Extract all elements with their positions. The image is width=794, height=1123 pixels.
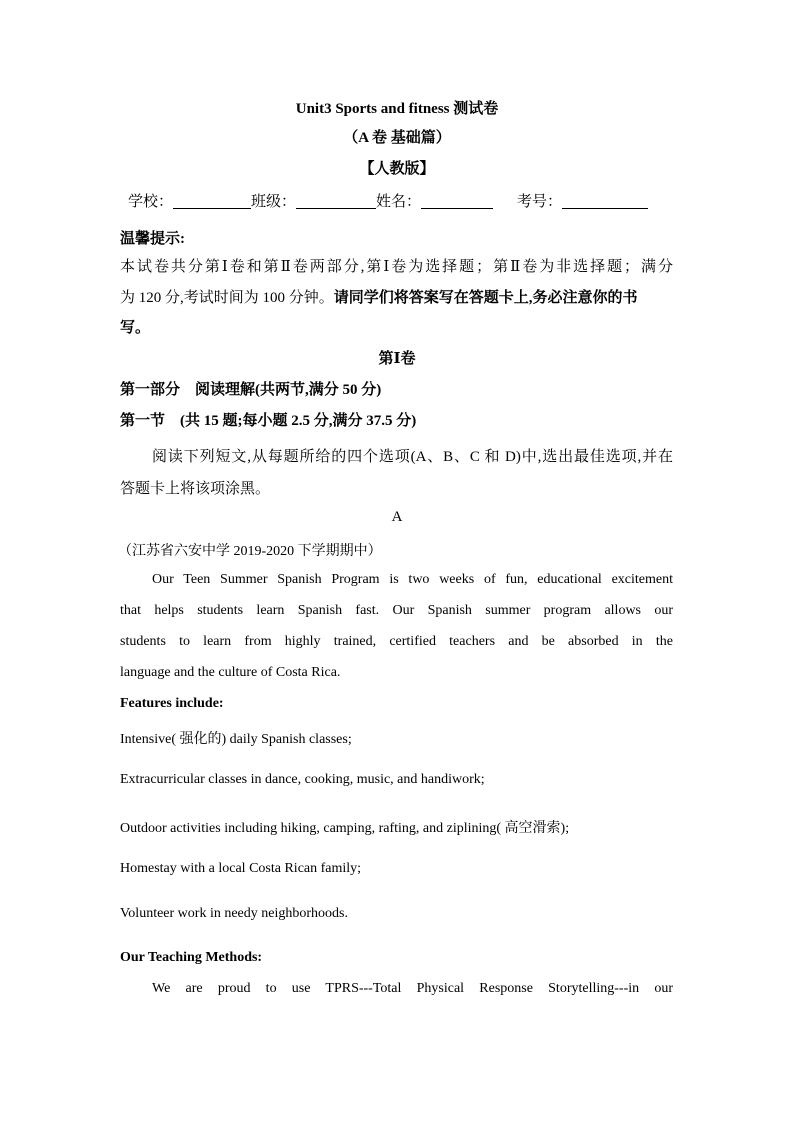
features-heading: Features include: — [120, 696, 224, 711]
passage-paragraph-1-line-2: that helps students learn Spanish fast. Our Spanish summer program allows our — [120, 603, 673, 618]
class-blank[interactable] — [296, 194, 376, 209]
feature-item: Extracurricular classes in dance, cooking, music, and handiwork; — [120, 772, 485, 787]
notice-line-2 — [120, 286, 638, 307]
instruction-line-2: 答题卡上将该项涂黑。 — [120, 481, 271, 497]
passage-label: A — [391, 509, 403, 525]
methods-heading: Our Teaching Methods: — [120, 950, 263, 965]
exam-number-blank[interactable] — [562, 194, 648, 209]
name-blank[interactable] — [421, 194, 493, 209]
page-title: Unit3 Sports and fitness 测试卷 — [295, 101, 499, 117]
edition-label: 【人教版】 — [359, 161, 435, 177]
school-blank[interactable] — [173, 194, 251, 209]
paper-subtitle: （A 卷 基础篇） — [343, 130, 451, 146]
notice-heading: 温馨提示: — [120, 231, 185, 247]
feature-item: Intensive( 强化的) daily Spanish classes; — [120, 732, 352, 747]
passage-paragraph-1-line-1: Our Teen Summer Spanish Program is two weeks of fun, educational excitement — [152, 572, 673, 587]
passage-paragraph-1-line-3: students to learn from highly trained, certified teachers and be absorbed in the — [120, 634, 673, 649]
instruction-line-1: 阅读下列短文,从每题所给的四个选项(A、B、C 和 D)中,选出最佳选项,并在 — [152, 449, 673, 465]
passage-source: （江苏省六安中学 2019-2020 下学期期中） — [118, 544, 382, 559]
school-label: 学校： — [128, 194, 174, 210]
notice-instruction: 请同学们将答案写在答题卡上,务必注意你的书 — [333, 290, 638, 306]
name-label: 姓名： — [376, 194, 422, 210]
notice-line-3: 写。 — [120, 320, 151, 336]
passage-paragraph-1-line-4: language and the culture of Costa Rica. — [120, 665, 341, 680]
notice-line-1: 本试卷共分第Ⅰ卷和第Ⅱ卷两部分,第Ⅰ卷为选择题；第Ⅱ卷为非选择题；满分 — [120, 259, 673, 275]
student-info-row — [128, 190, 648, 211]
feature-item: Outdoor activities including hiking, camping, rafting, and ziplining( 高空滑索); — [120, 821, 570, 836]
passage-paragraph-2-line-1: We are proud to use TPRS---Total Physical Response Storytelling---in our — [152, 981, 673, 996]
part-heading: 第一部分 阅读理解(共两节,满分 50 分) — [120, 382, 382, 398]
feature-item: Volunteer work in needy neighborhoods. — [120, 906, 348, 921]
volume-heading: 第Ⅰ卷 — [378, 351, 416, 367]
section-heading: 第一节 (共 15 题;每小题 2.5 分,满分 37.5 分) — [120, 413, 417, 429]
exam-number-label: 考号： — [517, 194, 563, 210]
feature-item: Homestay with a local Costa Rican family; — [120, 861, 362, 876]
notice-time: 为 120 分,考试时间为 100 分钟。 — [120, 290, 334, 306]
class-label: 班级： — [251, 194, 297, 210]
